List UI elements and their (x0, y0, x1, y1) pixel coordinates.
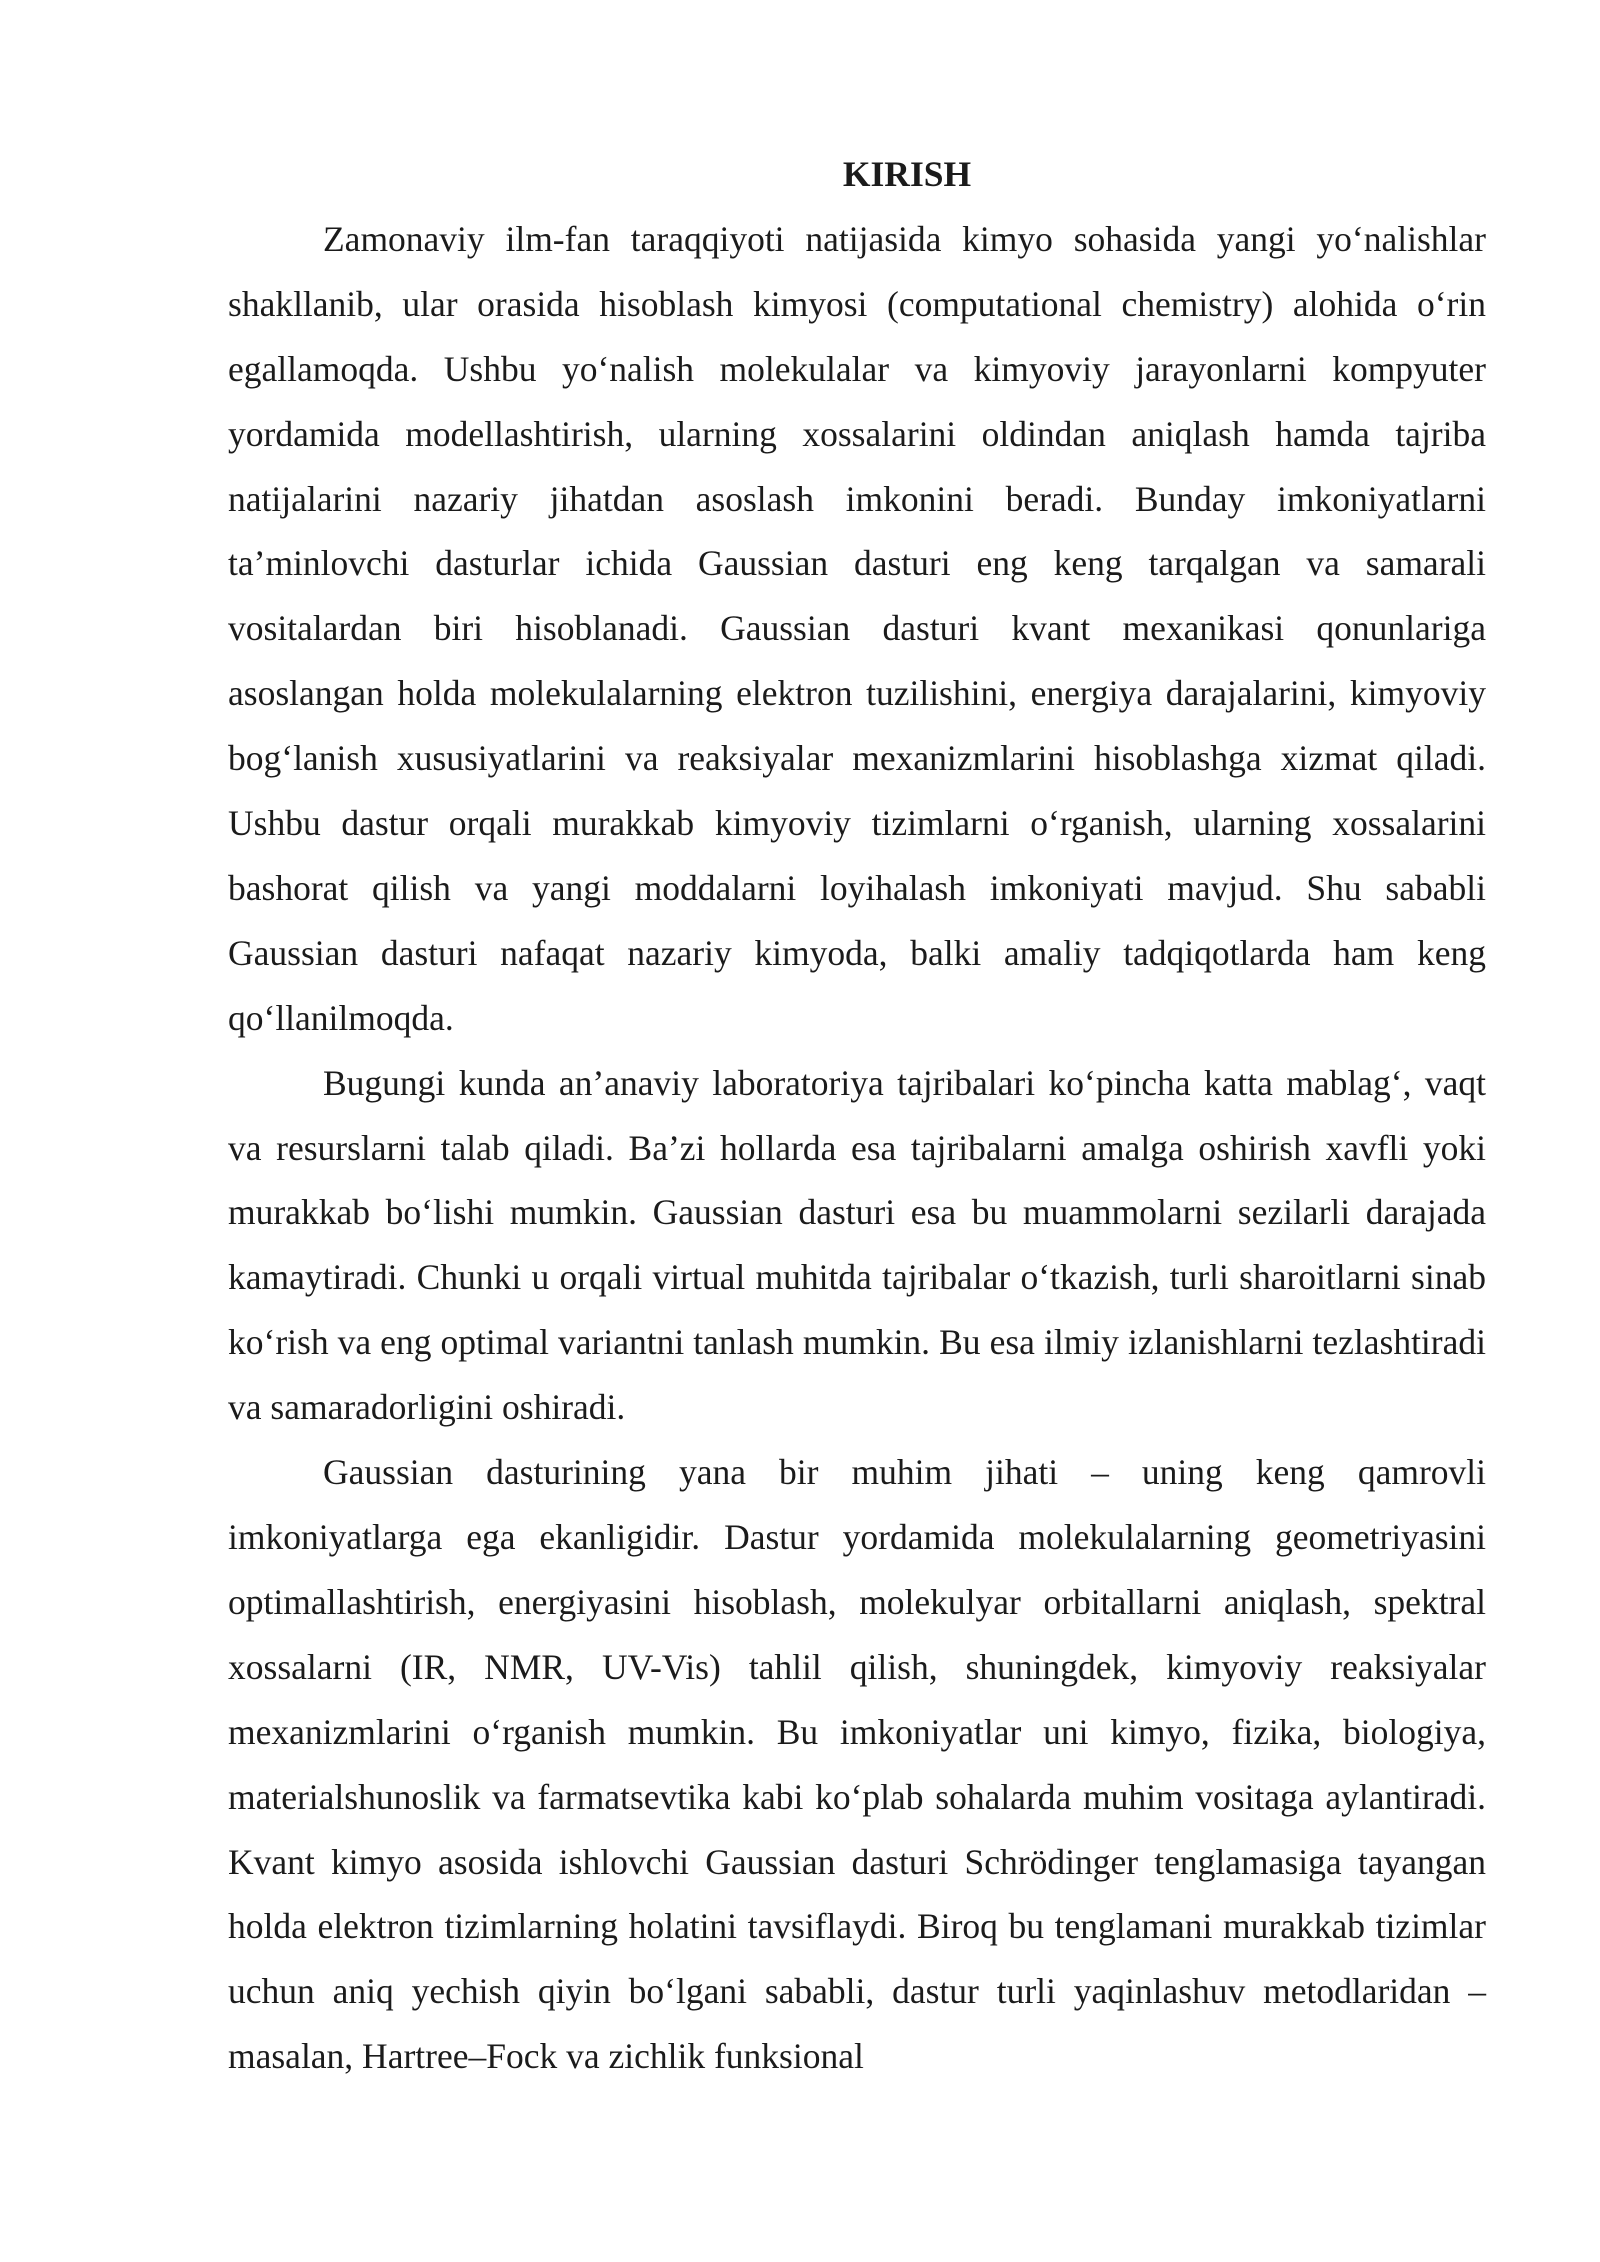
section-heading: KIRISH (842, 154, 972, 194)
document-body (228, 142, 1486, 2089)
paragraph-3: Gaussian dasturining yana bir muhim jihati – uning keng qamrovli imkoniyatlarga ega ekanligidir. Dastur yordamida molekulalarning geometriyasini optimallashtirish, energiyasini hisoblash, molekulyar orbitallarni aniqlash, spektral xossalarni (IR, NMR, UV-Vis) tahlil qilish, shuningdek, kimyoviy reaksiyalar mexanizmlarini o‘rganish mumkin. Bu imkoniyatlar uni kimyo, fizika, biologiya, materialshunoslik va farmatsevtika kabi ko‘plab sohalarda muhim vositaga aylantiradi. Kvant kimyo asosida ishlovchi Gaussian dasturi Schrödinger tenglamasiga tayangan holda elektron tizimlarning holatini tavsiflaydi. Biroq bu tenglamani murakkab tizimlar uchun aniq yechish qiyin bo‘lgani sababli, dastur turli yaqinlashuv metodlaridan – masalan, Hartree–Fock va zichlik funksional (228, 1452, 1486, 2077)
paragraph-1: Zamonaviy ilm-fan taraqqiyoti natijasida kimyo sohasida yangi yo‘nalishlar shakllanib, ular orasida hisoblash kimyosi (computational chemistry) alohida o‘rin egallamoqda. Ushbu yo‘nalish molekulalar va kimyoviy jarayonlarni kompyuter yordamida modellashtirish, ularning xossalarini oldindan aniqlash hamda tajriba natijalarini nazariy jihatdan asoslash imkonini beradi. Bunday imkoniyatlarni ta’minlovchi dasturlar ichida Gaussian dasturi eng keng tarqalgan va samarali vositalardan biri hisoblanadi. Gaussian dasturi kvant mexanikasi qonunlariga asoslangan holda molekulalarning elektron tuzilishini, energiya darajalarini, kimyoviy bog‘lanish xususiyatlarini va reaksiyalar mexanizmlarini hisoblashga xizmat qiladi. Ushbu dastur orqali murakkab kimyoviy tizimlarni o‘rganish, ularning xossalarini bashorat qilish va yangi moddalarni loyihalash imkoniyati mavjud. Shu sababli Gaussian dasturi nafaqat nazariy kimyoda, balki amaliy tadqiqotlarda ham keng qo‘llanilmoqda. (228, 218, 1486, 1038)
paragraph-2: Bugungi kunda an’anaviy laboratoriya tajribalari ko‘pincha katta mablag‘, vaqt va resurslarni talab qiladi. Ba’zi hollarda esa tajribalarni amalga oshirish xavfli yoki murakkab bo‘lishi mumkin. Gaussian dasturi esa bu muammolarni sezilarli darajada kamaytiradi. Chunki u orqali virtual muhitda tajribalar o‘tkazish, turli sharoitlarni sinab ko‘rish va eng optimal variantni tanlash mumkin. Bu esa ilmiy izlanishlarni tezlashtiradi va samaradorligini oshiradi. (228, 1062, 1486, 1428)
